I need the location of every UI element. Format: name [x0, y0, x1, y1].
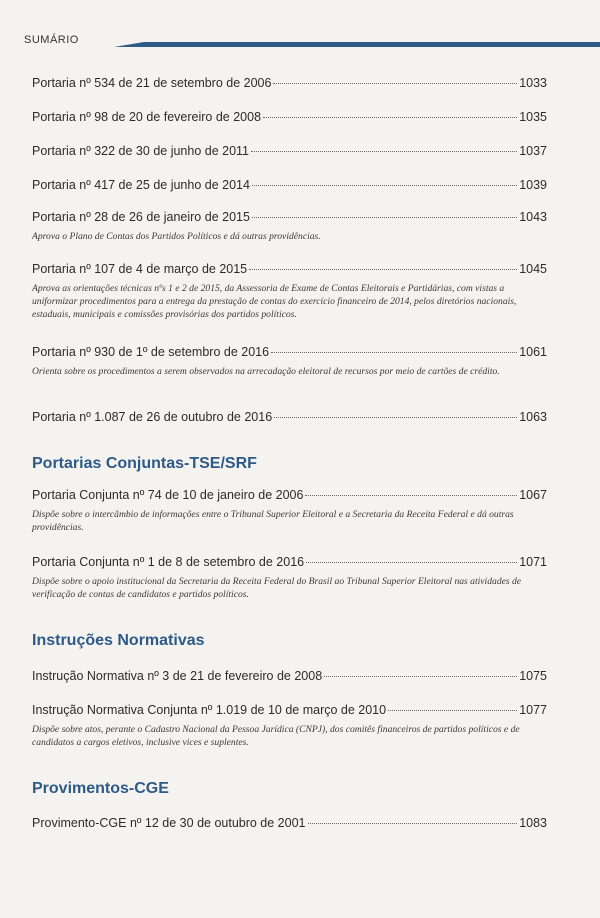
- entry-description: Aprova as orientações técnicas nºs 1 e 2 de 2015, da Assessoria de Exame de Contas Eleitorais e Partidárias, com vistas a uniformizar procedimentos para a entrega da prestação de contas do exercício financeiro de 2014, pelos diretórios nacionais, estaduais, municipais e comissões provisórias dos partidos políticos.: [32, 283, 517, 320]
- toc-entry[interactable]: [32, 667, 547, 685]
- dot-leader: [324, 676, 517, 677]
- page-number: 1067: [519, 488, 547, 502]
- entry-title: Portaria nº 322 de 30 de junho de 2011: [32, 144, 250, 158]
- page-header: [24, 32, 600, 52]
- dot-leader: [251, 151, 517, 152]
- dot-leader: [271, 352, 517, 353]
- toc-entry[interactable]: [32, 408, 547, 426]
- section-title-provimentos: Provimentos-CGE: [32, 780, 169, 797]
- entry-description: Dispõe sobre o intercâmbio de informações entre o Tribunal Superior Eleitoral e a Secretaria da Receita Federal e dá outras providências.: [32, 509, 514, 533]
- entry-description: Aprova o Plano de Contas dos Partidos Políticos e dá outras providências.: [32, 231, 321, 242]
- dot-leader: [252, 217, 517, 218]
- dot-leader: [388, 710, 517, 711]
- page-number: 1039: [519, 178, 547, 192]
- toc-entry[interactable]: [32, 814, 547, 832]
- entry-description: Dispõe sobre atos, perante o Cadastro Nacional da Pessoa Jurídica (CNPJ), dos comitês financeiros de partidos políticos e de candidatos a cargos eletivos, inclusive vices e suplentes.: [32, 724, 520, 748]
- toc-entry[interactable]: [32, 486, 547, 534]
- entry-title: Portaria nº 98 de 20 de fevereiro de 2008: [32, 110, 262, 124]
- page-number: 1063: [519, 410, 547, 424]
- entry-title: Instrução Normativa nº 3 de 21 de fevereiro de 2008: [32, 669, 323, 683]
- page-number: 1035: [519, 110, 547, 124]
- page-number: 1033: [519, 76, 547, 90]
- entry-description: Dispõe sobre o apoio institucional da Secretaria da Receita Federal do Brasil ao Tribunal Superior Eleitoral nas atividades de verificação de contas de candidatos e partidos políticos.: [32, 576, 522, 600]
- toc-entry[interactable]: [32, 176, 547, 194]
- page-number: 1077: [519, 703, 547, 717]
- dot-leader: [273, 83, 517, 84]
- page-number: 1075: [519, 669, 547, 683]
- toc-entry[interactable]: [32, 108, 547, 126]
- dot-leader: [252, 185, 517, 186]
- header-bar: [144, 42, 600, 47]
- entry-title: Portaria nº 28 de 26 de janeiro de 2015: [32, 210, 250, 224]
- entry-title: Portaria nº 534 de 21 de setembro de 2006: [32, 76, 272, 90]
- page-number: 1083: [519, 816, 547, 830]
- page-number: 1045: [519, 262, 547, 276]
- dot-leader: [305, 495, 517, 496]
- entry-title: Portaria nº 1.087 de 26 de outubro de 2016: [32, 410, 273, 424]
- toc-entry[interactable]: [32, 142, 547, 160]
- entry-title: Portaria Conjunta nº 1 de 8 de setembro de 2016: [32, 555, 305, 569]
- section-title-instrucoes-normativas: Instruções Normativas: [32, 632, 205, 649]
- toc-entry[interactable]: [32, 260, 547, 321]
- toc-entry[interactable]: [32, 208, 547, 243]
- page-number: 1071: [519, 555, 547, 569]
- entry-title: Portaria nº 930 de 1º de setembro de 2016: [32, 345, 270, 359]
- dot-leader: [274, 417, 517, 418]
- toc-entry[interactable]: [32, 74, 547, 92]
- entry-description: Orienta sobre os procedimentos a serem observados na arrecadação eleitoral de recursos por meio de cartões de crédito.: [32, 366, 500, 377]
- dot-leader: [249, 269, 517, 270]
- entry-title: Portaria nº 107 de 4 de março de 2015: [32, 262, 248, 276]
- dot-leader: [263, 117, 517, 118]
- entry-title: Provimento-CGE nº 12 de 30 de outubro de 2001: [32, 816, 306, 830]
- dot-leader: [306, 562, 517, 563]
- toc-entry[interactable]: [32, 343, 547, 378]
- page-number: 1061: [519, 345, 547, 359]
- page-number: 1043: [519, 210, 547, 224]
- toc-entry[interactable]: [32, 701, 547, 749]
- page-number: 1037: [519, 144, 547, 158]
- header-label: SUMÁRIO: [24, 34, 79, 46]
- dot-leader: [308, 823, 518, 824]
- toc-entry[interactable]: [32, 553, 547, 601]
- entry-title: Instrução Normativa Conjunta nº 1.019 de 10 de março de 2010: [32, 703, 387, 717]
- entry-title: Portaria Conjunta nº 74 de 10 de janeiro de 2006: [32, 488, 304, 502]
- entry-title: Portaria nº 417 de 25 de junho de 2014: [32, 178, 250, 192]
- section-title-portarias-conjuntas: Portarias Conjuntas-TSE/SRF: [32, 455, 257, 472]
